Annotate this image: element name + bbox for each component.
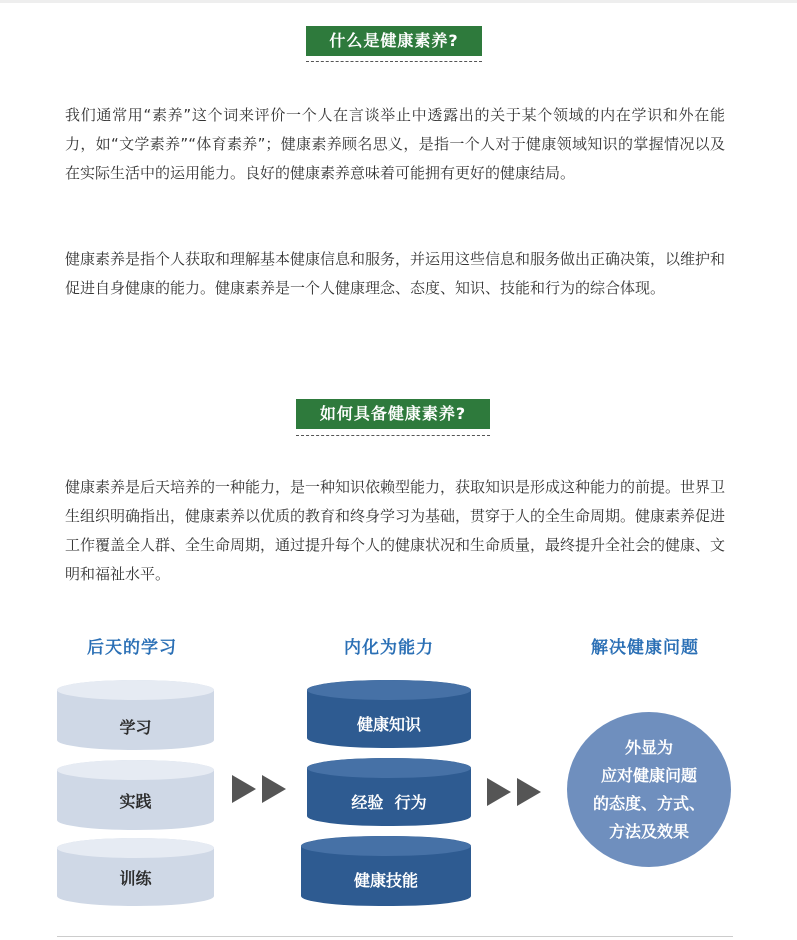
- bottom-divider: [57, 936, 733, 937]
- cylinder-label: 健康技能: [353, 871, 418, 890]
- section-title-how: 如何具备健康素养?: [296, 399, 490, 429]
- cylinder-label: 学习: [119, 718, 152, 737]
- title-underline: [296, 435, 490, 436]
- cylinder-label: 实践: [119, 792, 152, 811]
- cylinder-label: 经验 行为: [351, 793, 427, 812]
- cylinder-health-knowledge: [307, 680, 471, 748]
- cylinder-experience-behavior: [307, 758, 471, 826]
- result-line: 方法及效果: [608, 822, 689, 841]
- paragraph-definition-1: 我们通常用“素养”这个词来评价一个人在言谈举止中透露出的关于某个领域的内在学识和外在能力，如“文学素养”“体育素养”；健康素养顾名思义，是指一个人对于健康领域知识的掌握情况以及在实际生活中的运用能力。良好的健康素养意味着可能拥有更好的健康结局。: [65, 106, 725, 182]
- cylinder-health-skills: [301, 836, 471, 906]
- cylinder-label: 训练: [119, 869, 152, 888]
- double-arrow-icon: [232, 775, 288, 803]
- result-circle: [567, 712, 731, 867]
- cylinder-practice: [57, 760, 214, 830]
- result-line: 外显为: [624, 738, 673, 757]
- cylinder-label: 健康知识: [356, 715, 421, 734]
- column-title-learning: 后天的学习: [87, 638, 177, 658]
- column-title-internalize: 内化为能力: [344, 638, 434, 658]
- double-arrow-icon: [487, 778, 543, 806]
- top-divider: [0, 0, 797, 3]
- result-line: 应对健康问题: [600, 766, 697, 785]
- cylinder-learning: [57, 680, 214, 750]
- title-underline: [306, 61, 482, 62]
- paragraph-how: 健康素养是后天培养的一种能力，是一种知识依赖型能力，获取知识是形成这种能力的前提。世界卫生组织明确指出，健康素养以优质的教育和终身学习为基础，贯穿于人的全生命周期。健康素养促进工作覆盖全人群、全生命周期，通过提升每个人的健康状况和生命质量，最终提升全社会的健康、文明和福祉水平。: [65, 478, 726, 583]
- cylinder-training: [57, 838, 214, 906]
- paragraph-definition-2: 健康素养是指个人获取和理解基本健康信息和服务，并运用这些信息和服务做出正确决策，以维护和促进自身健康的能力。健康素养是一个人健康理念、态度、知识、技能和行为的综合体现。: [65, 250, 726, 297]
- section-title-what: 什么是健康素养?: [306, 26, 482, 56]
- result-line: 的态度、方式、: [592, 794, 705, 813]
- column-title-solve: 解决健康问题: [591, 638, 699, 658]
